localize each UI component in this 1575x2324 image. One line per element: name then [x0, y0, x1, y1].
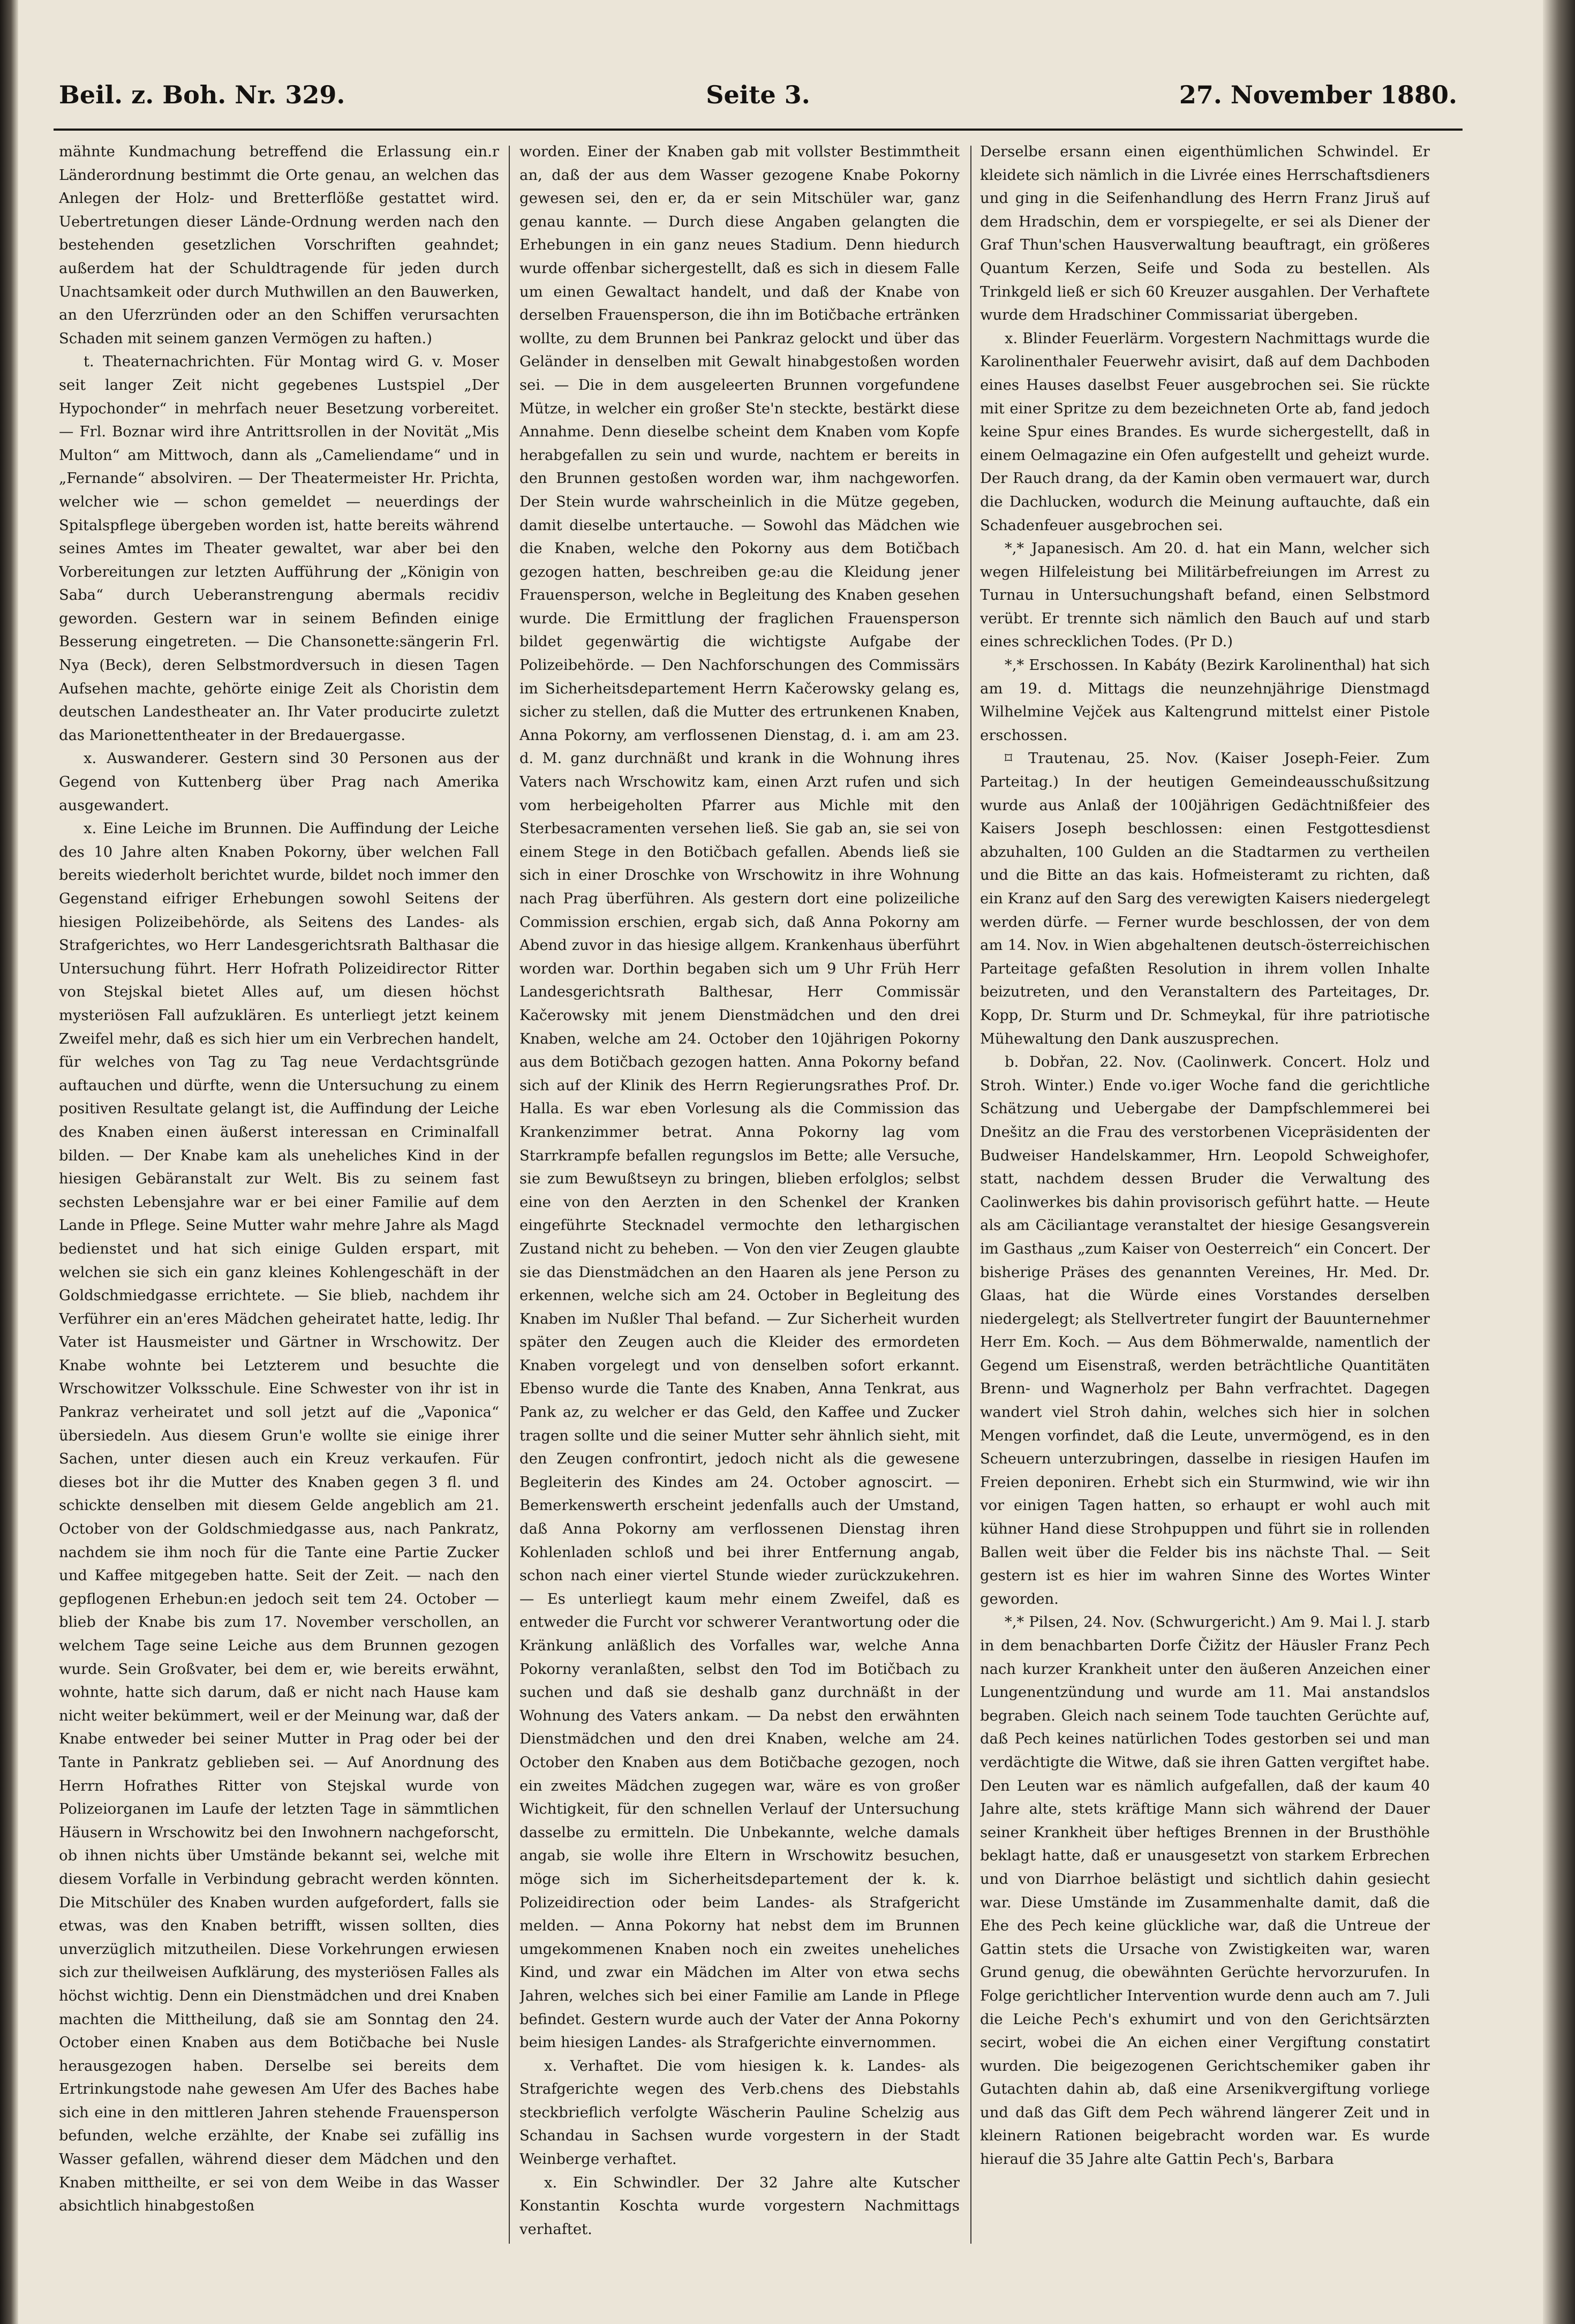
text-columns [54, 140, 1463, 2244]
article-paragraph: x. Verhaftet. Die vom hiesigen k. k. Landes- als Strafgerichte wegen des Verb.chens des Diebstahls steckbrieflich verfolgte Wäscherin Pauline Schelzig aus Schandau in Sachsen wurde vorgestern in der Stadt Weinberge verhaftet. [519, 2057, 960, 2168]
column-divider-2 [970, 146, 971, 2244]
article-paragraph: t. Theaternachrichten. Für Montag wird G. v. Moser seit langer Zeit nicht gegebenes Lustspiel „Der Hypochonder“ in mehrfach neuer Besetzung vorbereitet. — Frl. Boznar wird ihre Antrittsrollen in der Novität „Mis Multon“ am Mittwoch, dann als „Cameliendame“ und in „Fernande“ absolviren. — Der Theatermeister Hr. Prichta, welcher wie — schon gemeldet — neuerdings der Spitalspflege übergeben worden ist, hatte bereits während seines Amtes im Theater gewaltet, war aber bei den Vorbereitungen zur letzten Aufführung der „Königin von Saba“ durch Ueberanstrengung abermals recidiv geworden. Gestern war in seinem Befinden einige Besserung eingetreten. — Die Chansonette:sängerin Frl. Nya (Beck), deren Selbstmordversuch in diesen Tagen Aufsehen machte, gehörte einige Zeit als Choristin dem deutschen Landestheater an. Ihr Vater producirte zuletzt das Marionettentheater in der Bredauergasse. [59, 353, 499, 744]
article-paragraph: mähnte Kundmachung betreffend die Erlassung ein.r Länderordnung bestimmt die Orte genau, an welchen das Anlegen der Holz- und Bretterflöße gestattet wird. Uebertretungen dieser Lände-Ordnung werden nach den bestehenden gesetzlichen Vorschriften geahndet; außerdem hat der Schuldtragende für jeden durch Unachtsamkeit oder durch Muthwillen an den Bauwerken, an den Uferzründen oder an den Schiffen verursachten Schaden mit seinem ganzen Vermögen zu haften.) [59, 144, 499, 347]
article-paragraph: ⌑ Trautenau, 25. Nov. (Kaiser Joseph-Feier. Zum Parteitag.) In der heutigen Gemeindeausschußsitzung wurde aus Anlaß der 100jährigen Gedächtnißfeier des Kaisers Joseph beschlossen: einen Festgottesdienst abzuhalten, 100 Gulden an die Stadtarmen zu vertheilen und die Bitte an das kais. Hofmeisteramt zu richten, daß ein Kranz auf den Sarg des verewigten Kaisers niedergelegt werden dürfe. — Ferner wurde beschlossen, der von dem am 14. Nov. in Wien abgehaltenen deutsch-österreichischen Parteitage gefaßten Resolution in ihrem vollen Inhalte beizutreten, und den Veranstaltern des Parteitages, Dr. Kopp, Dr. Sturm und Dr. Schmeykal, für ihre patriotische Mühewaltung den Dank auszusprechen. [980, 750, 1430, 1047]
article-paragraph: worden. Einer der Knaben gab mit vollster Bestimmtheit an, daß der aus dem Wasser gezogene Knabe Pokorny gewesen sei, den er, da er sein Mitschüler war, ganz genau kannte. — Durch diese Angaben gelangten die Erhebungen in ein ganz neues Stadium. Denn hiedurch wurde offenbar sichergestellt, daß es sich in diesem Falle um einen Gewaltact handelt, und daß der Knabe von derselben Frauensperson, die ihn im Botičbache ertränken wollte, zu dem Brunnen bei Pankraz gelockt und über das Geländer in denselben mit Gewalt hinabgestoßen worden sei. — Die in dem ausgeleerten Brunnen vorgefundene Mütze, in welcher ein großer Ste'n steckte, bestärkt diese Annahme. Denn dieselbe scheint dem Knaben vom Kopfe herabgefallen zu sein und wurde, nachtem er bereits in den Brunnen gestoßen worden war, ihm nachgeworfen. Der Stein wurde wahrscheinlich in die Mütze gegeben, damit dieselbe untertauche. — Sowohl das Mädchen wie die Knaben, welche den Pokorny aus dem Botičbach gezogen hatten, beschreiben ge:au die Kleidung jener Frauensperson, welche in Begleitung des Knaben gesehen wurde. Die Ermittlung der fraglichen Frauensperson bildet gegenwärtig die wichtigste Aufgabe der Polizeibehörde. — Den Nachforschungen des Commissärs im Sicherheitsdepartement Herrn Kačerowsky gelang es, sicher zu stellen, daß die Mutter des ertrunkenen Knaben, Anna Pokorny, am verflossenen Dienstag, d. i. am am 23. d. M. ganz durchnäßt und krank in die Wohnung ihres Vaters nach Wrschowitz kam, einen Arzt rufen und sich vom herbeigeholten Pfarrer aus Michle mit den Sterbesacramenten versehen ließ. Sie gab an, sie sei von einem Stege in den Botičbach gefallen. Abends ließ sie sich in einer Droschke von Wrschowitz in ihre Wohnung nach Prag überführen. Als gestern dort eine polizeiliche Commission erschien, ergab sich, daß Anna Pokorny am Abend zuvor in das hiesige allgem. Krankenhaus überführt worden war. Dorthin begaben sich um 9 Uhr Früh Herr Landesgerichtsrath Balthesar, Herr Commissär Kačerowsky mit jenem Dienstmädchen und den drei Knaben, welche am 24. October den 10jährigen Pokorny aus dem Botičbach gezogen hatten. Anna Pokorny befand sich auf der Klinik des Herrn Regierungsrathes Prof. Dr. Halla. Es war eben Vorlesung als die Commission das Krankenzimmer betrat. Anna Pokorny lag vom Starrkrampfe befallen regungslos im Bette; alle Versuche, sie zum Bewußtseyn zu bringen, blieben erfolglos; selbst eine von den Aerzten in den Schenkel der Kranken eingeführte Stecknadel vermochte den lethargischen Zustand nicht zu beheben. — Von den vier Zeugen glaubte sie das Dienstmädchen an den Haaren als jene Person zu erkennen, welche sich am 24. October in Begleitung des Knaben im Nußler Thal befand. — Zur Sicherheit wurden später den Zeugen auch die Kleider des ermordeten Knaben vorgelegt und von denselben sofort erkannt. Ebenso wurde die Tante des Knaben, Anna Tenkrat, aus Pank az, zu welcher er das Geld, den Kaffee und Zucker tragen sollte und die seiner Mutter sehr ähnlich sieht, mit den Zeugen confrontirt, jedoch nicht als die gewesene Begleiterin des Kindes am 24. October agnoscirt. — Bemerkenswerth erscheint jedenfalls auch der Umstand, daß Anna Pokorny am verflossenen Dienstag ihren Kohlenladen schloß und bei ihrer Entfernung angab, schon nach einer viertel Stunde wieder zurückzukehren. — Es unterliegt kaum mehr einem Zweifel, daß es entweder die Furcht vor schwerer Verantwortung oder die Kränkung anläßlich des Vorfalles war, welche Anna Pokorny veranlaßten, selbst den Tod im Botičbach zu suchen und daß sie deshalb ganz durchnäßt in der Wohnung des Vaters ankam. — Da nebst den erwähnten Dienstmädchen und den drei Knaben, welche am 24. October den Knaben aus dem Botičbache gezogen, noch ein zweites Mädchen zugegen war, wäre es von großer Wichtigkeit, für den schnellen Verlauf der Untersuchung dasselbe zu ermitteln. Die Unbekannte, welche damals angab, sie wolle ihre Eltern in Wrschowitz besuchen, möge sich im Sicherheitsdepartement der k. k. Polizeidirection oder beim Landes- als Strafgericht melden. — Anna Pokorny hat nebst dem im Brunnen umgekommenen Knaben noch ein zweites uneheliches Kind, und zwar ein Mädchen im Alter von etwa sechs Jahren, welches sich bei einer Familie am Lande in Pflege befindet. Gestern wurde auch der Vater der Anna Pokorny beim hiesigen Landes- als Strafgerichte einvernommen. [519, 144, 960, 2051]
article-paragraph: x. Ein Schwindler. Der 32 Jahre alte Kutscher Konstantin Koschta wurde vorgestern Nachmittags verhaftet. [519, 2174, 960, 2238]
article-paragraph: *,* Pilsen, 24. Nov. (Schwurgericht.) Am 9. Mai l. J. starb in dem benachbarten Dorfe Čižitz der Häusler Franz Pech nach kurzer Krankheit unter den äußeren Anzeichen einer Lungenentzündung und wurde am 11. Mai anstandslos begraben. Gleich nach seinem Tode tauchten Gerüchte auf, daß Pech keines natürlichen Todes gestorben sei und man verdächtigte die Witwe, daß sie ihren Gatten vergiftet habe. Den Leuten war es nämlich aufgefallen, daß der kaum 40 Jahre alte, stets kräftige Mann sich während der Dauer seiner Krankheit über heftiges Brennen in der Brusthöhle beklagt hatte, daß er unausgesetzt von starkem Erbrechen und von Diarrhoe belästigt und sichtlich dahin gesiecht war. Diese Umstände im Zusammenhalte damit, daß die Ehe des Pech keine glückliche war, daß die Untreue der Gattin stets die Ursache von Zwistigkeiten war, waren Grund genug, die obewähnten Gerüchte hervorzurufen. In Folge gerichtlicher Intervention wurde denn auch am 7. Juli die Leiche Pech's exhumirt und von den Gerichtsärzten secirt, wobei die An eichen einer Vergiftung constatirt wurden. Die beigezogenen Gerichtschemiker gaben ihr Gutachten dahin ab, daß eine Arsenikvergiftung vorliege und daß das Gift dem Pech während längerer Zeit und in kleinern Rationen beigebracht worden war. Es wurde hierauf die 35 Jahre alte Gattin Pech's, Barbara [980, 1614, 1430, 2168]
page-edge-right [1543, 0, 1575, 2324]
article-paragraph: Derselbe ersann einen eigenthümlichen Schwindel. Er kleidete sich nämlich in die Livrée eines Herrschaftsdieners und ging in die Seifenhandlung des Herrn Franz Jiruš auf dem Hradschin, dem er vorspiegelte, er sei als Diener der Graf Thun'schen Hausverwaltung beauftragt, ein größeres Quantum Kerzen, Seife und Soda zu bestellen. Als Trinkgeld ließ er sich 60 Kreuzer ausgahlen. Der Verhaftete wurde dem Hradschiner Commissariat übergeben. [980, 144, 1430, 324]
header-rule [54, 129, 1463, 131]
header-date: 27. November 1880. [1179, 80, 1457, 109]
column-divider-1 [509, 146, 510, 2244]
page-edge-left [0, 0, 18, 2324]
article-paragraph: x. Blinder Feuerlärm. Vorgestern Nachmittags wurde die Karolinenthaler Feuerwehr avisirt, daß auf dem Dachboden eines Hauses daselbst Feuer ausgebrochen sei. Sie rückte mit einer Spritze zu dem bezeichneten Orte ab, fand jedoch keine Spur eines Brandes. Es wurde sichergestellt, daß in einem Oelmagazine ein Ofen aufgestellt und geheizt wurde. Der Rauch drang, da der Kamin oben vermauert war, durch die Dachlucken, wodurch die Meinung auftauchte, daß ein Schadenfeuer ausgebrochen sei. [980, 330, 1430, 534]
article-paragraph: b. Dobřan, 22. Nov. (Caolinwerk. Concert. Holz und Stroh. Winter.) Ende vo.iger Woche fand die gerichtliche Schätzung und Uebergabe der Dampfschlemmerei bei Dnešitz an die Frau des verstorbenen Vicepräsidenten der Budweiser Handelskammer, Hrn. Leopold Schweighofer, statt, nachdem dessen Bruder die Verwaltung des Caolinwerkes bis dahin provisorisch geführt hatte. — Heute als am Cäciliantage veranstaltet der hiesige Gesangsverein im Gasthaus „zum Kaiser von Oesterreich“ ein Concert. Der bisherige Präses des genannten Vereines, Hr. Med. Dr. Glaas, hat die Würde eines Vorstandes derselben niedergelegt; als Stellvertreter fungirt der Bauunternehmer Herr Em. Koch. — Aus dem Böhmerwalde, namentlich der Gegend um Eisenstraß, werden beträchtliche Quantitäten Brenn- und Wagnerholz per Bahn verfrachtet. Dagegen wandert viel Stroh dahin, welches sich hier in solchen Mengen vorfindet, daß die Leute, unvermögend, es in den Scheuern unterzubringen, dasselbe in riesigen Haufen im Freien deponiren. Erhebt sich ein Sturmwind, wie wir ihn vor einigen Tagen hatten, so erhaupt er wohl auch mit kühner Hand diese Strohpuppen und führt sie in rollenden Ballen weit über die Felder bis ins nächste Thal. — Seit gestern ist es hier im wahren Sinne des Wortes Winter geworden. [980, 1054, 1430, 1608]
article-paragraph: x. Eine Leiche im Brunnen. Die Auffindung der Leiche des 10 Jahre alten Knaben Pokorny, über welchen Fall bereits wiederholt berichtet wurde, bildet noch immer den Gegenstand eifriger Erhebungen sowohl Seitens der hiesigen Polizeibehörde, als Seitens des Landes- als Strafgerichtes, wo Herr Landesgerichtsrath Balthasar die Untersuchung führt. Herr Hofrath Polizeidirector Ritter von Stejskal bietet Alles auf, um diesen höchst mysteriösen Fall aufzuklären. Es unterliegt jetzt keinem Zweifel mehr, daß es sich hier um ein Verbrechen handelt, für welches von Tag zu Tag neue Verdachtsgründe auftauchen und dürfte, wenn die Untersuchung zu einem positiven Resultate gelangt ist, die Auffindung der Leiche des Knaben einen äußerst interessan en Criminalfall bilden. — Der Knabe kam als uneheliches Kind in der hiesigen Gebäranstalt zur Welt. Bis zu seinem fast sechsten Lebensjahre war er bei einer Familie auf dem Lande in Pflege. Seine Mutter wahr mehre Jahre als Magd bedienstet und hat sich einige Gulden erspart, mit welchen sie sich ein ganz kleines Kohlengeschäft in der Goldschmiedgasse errichtete. — Sie blieb, nachdem ihr Verführer ein an'eres Mädchen geheiratet hatte, ledig. Ihr Vater ist Hausmeister und Gärtner in Wrschowitz. Der Knabe wohnte bei Letzterem und besuchte die Wrschowitzer Volksschule. Eine Schwester von ihr ist in Pankraz verheiratet und soll jetzt auf die „Vaponica“ übersiedeln. Aus diesem Grun'e wollte sie einige ihrer Sachen, unter diesen auch ein Kreuz verkaufen. Für dieses bot ihr die Mutter des Knaben gegen 3 fl. und schickte denselben mit diesem Gelde angeblich am 21. October von der Goldschmiedgasse aus, nach Pankratz, nachdem sie ihm noch für die Tante eine Partie Zucker und Kaffee mitgegeben hatte. Seit der Zeit. — nach den gepflogenen Erhebun:en jedoch seit tem 24. October — blieb der Knabe bis zum 17. November verschollen, an welchem Tage seine Leiche aus dem Brunnen gezogen wurde. Sein Großvater, bei dem er, wie bereits erwähnt, wohnte, hatte sich darum, daß er nicht nach Hause kam nicht weiter bekümmert, weil er der Meinung war, daß der Knabe entweder bei seiner Mutter in Prag oder bei der Tante in Pankratz geblieben sei. — Auf Anordnung des Herrn Hofrathes Ritter von Stejskal wurde von Polizeiorganen im Laufe der letzten Tage in sämmtlichen Häusern in Wrschowitz bei den Inwohnern nachgeforscht, ob ihnen nichts über Umstände bekannt sei, welche mit diesem Vorfalle in Verbindung gebracht werden könnten. Die Mitschüler des Knaben wurden aufgefordert, falls sie etwas, was den Knaben betrifft, wissen sollten, dies unverzüglich mitzutheilen. Diese Vorkehrungen erwiesen sich zur theilweisen Aufklärung, des mysteriösen Falles als höchst wichtig. Denn ein Dienstmädchen und drei Knaben machten die Mittheilung, daß sie am Sonntag den 24. October einen Knaben aus dem Botičbache bei Nusle herausgezogen haben. Derselbe sei bereits dem Ertrinkungstode nahe gewesen Am Ufer des Baches habe sich eine in den mittleren Jahren stehende Frauensperson befunden, welche erzählte, der Knabe sei zufällig ins Wasser gefallen, während dieser dem Mädchen und den Knaben mittheilte, er sei von dem Weibe in das Wasser absichtlich hinabgestoßen [59, 820, 499, 2215]
article-paragraph: *,* Japanesisch. Am 20. d. hat ein Mann, welcher sich wegen Hilfeleistung bei Militärbefreiungen im Arrest zu Turnau in Untersuchungshaft befand, einen Selbstmord verübt. Er trennte sich nämlich den Bauch auf und starb eines schrecklichen Todes. (Pr D.) [980, 540, 1430, 651]
column-2 [519, 140, 960, 2244]
page-header [59, 80, 1457, 129]
article-paragraph: x. Auswanderer. Gestern sind 30 Personen aus der Gegend von Kuttenberg über Prag nach Amerika ausgewandert. [59, 750, 499, 814]
header-issue: Beil. z. Boh. Nr. 329. [59, 80, 345, 109]
column-3 [980, 140, 1430, 2244]
column-1 [59, 140, 499, 2244]
article-paragraph: *,* Erschossen. In Kabáty (Bezirk Karolinenthal) hat sich am 19. d. Mittags die neunzehnjährige Dienstmagd Wilhelmine Vejček aus Kaltengrund mittelst einer Pistole erschossen. [980, 657, 1430, 744]
header-page-number: Seite 3. [706, 80, 810, 109]
